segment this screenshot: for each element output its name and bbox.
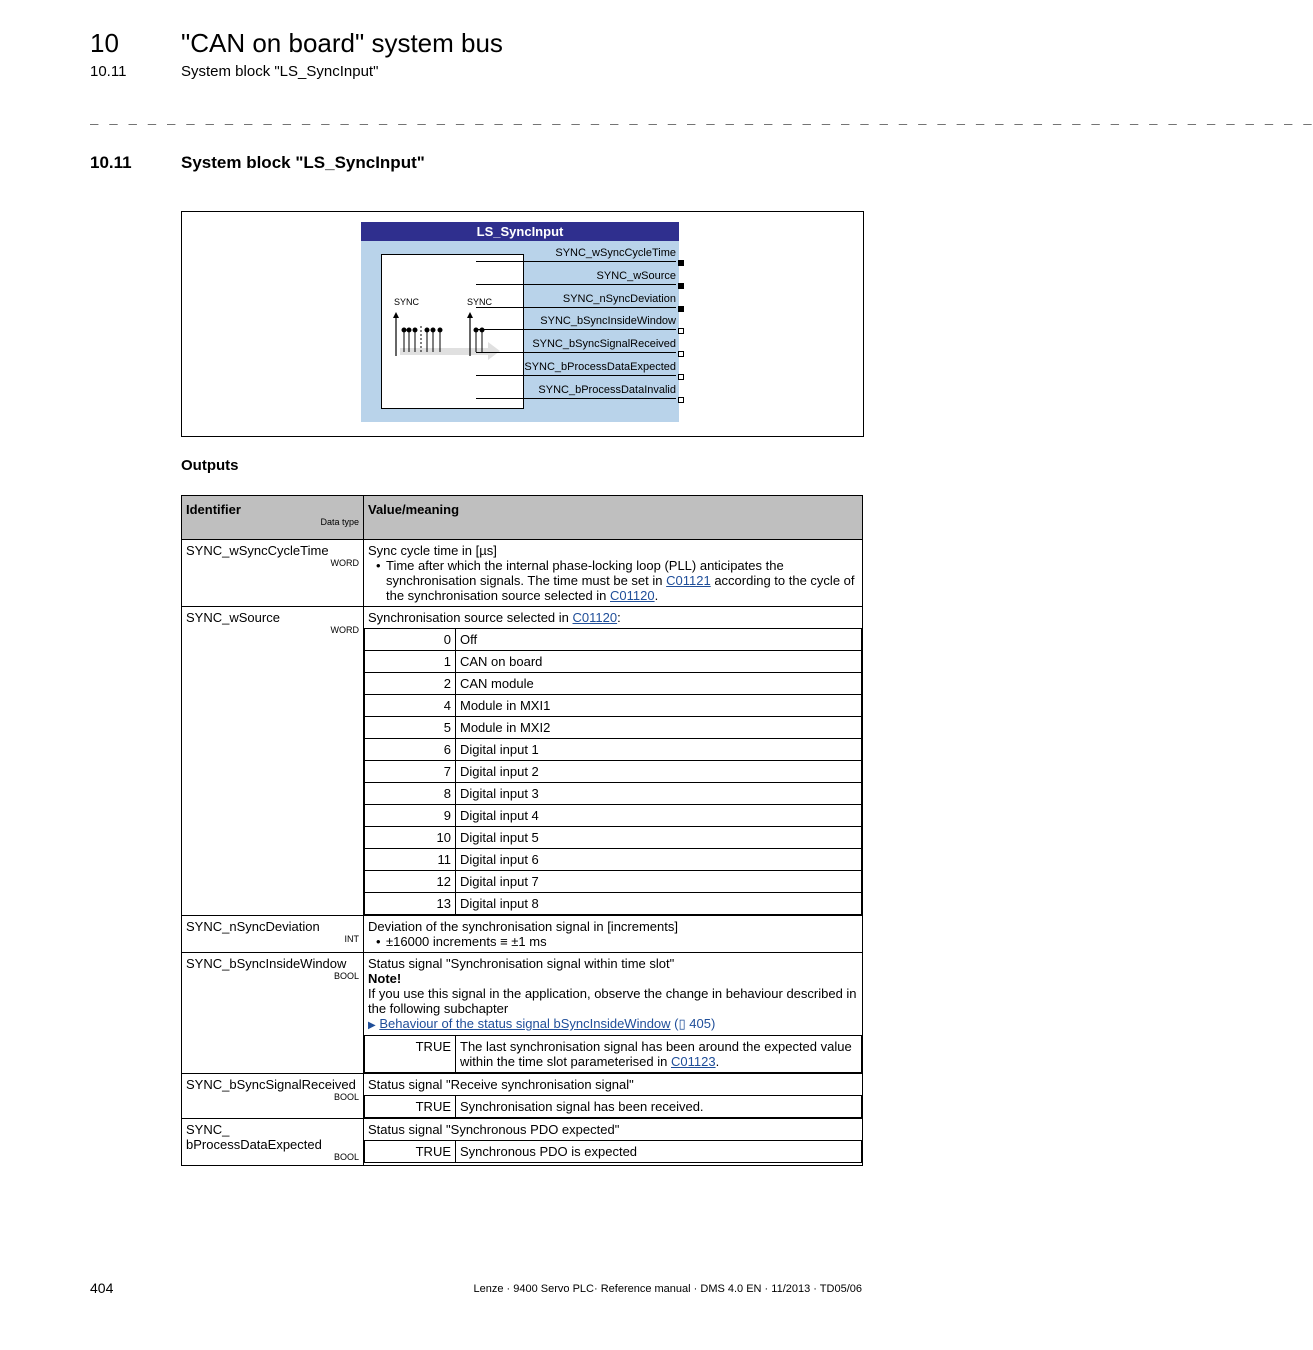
table-row	[182, 1074, 863, 1119]
value-row	[365, 1036, 862, 1073]
chapter-number: 10	[90, 28, 119, 58]
identifier-cell	[182, 607, 364, 916]
description: Status signal "Synchronisation signal within time slot"	[368, 956, 675, 971]
table-row	[182, 953, 863, 1074]
identifier-continued: bProcessDataExpected	[186, 1137, 322, 1152]
value-row	[365, 761, 862, 783]
data-type: INT	[344, 934, 359, 944]
value-table	[364, 1035, 862, 1073]
meaning: Digital input 6	[456, 849, 862, 871]
port-label: SYNC_bProcessDataExpected	[476, 360, 676, 376]
bullet-text: • ±16000 increments ≡ ±1 ms	[368, 934, 858, 949]
identifier-cell	[182, 1074, 364, 1119]
value: 8	[365, 783, 456, 805]
page-reference[interactable]: (▯ 405)	[674, 1016, 716, 1031]
data-type: BOOL	[333, 1092, 359, 1102]
value-row	[365, 629, 862, 651]
bullet-text: • Time after which the internal phase-locking loop (PLL) anticipates the synchronisation signals. The time must be set in C01121 according to the cycle of the synchronisation source selected in C01120.	[368, 558, 858, 603]
value: 7	[365, 761, 456, 783]
value-table	[364, 1140, 862, 1163]
meaning: Module in MXI1	[456, 695, 862, 717]
value: 0	[365, 629, 456, 651]
value-row	[365, 783, 862, 805]
value: 11	[365, 849, 456, 871]
identifier: SYNC_wSource	[186, 610, 280, 625]
data-type: WORD	[330, 558, 359, 568]
footer-text: Lenze · 9400 Servo PLC· Reference manual · DMS 4.0 EN · 11/2013 · TD05/06	[473, 1283, 862, 1295]
outputs-heading: Outputs	[181, 457, 239, 474]
section-title: System block "LS_SyncInput"	[181, 153, 425, 172]
value-row	[365, 739, 862, 761]
value: 12	[365, 871, 456, 893]
output-pin	[678, 328, 684, 334]
value-header: Value/meaning	[364, 496, 863, 540]
output-pin	[678, 351, 684, 357]
value-cell	[364, 1119, 863, 1166]
table-row	[182, 1119, 863, 1166]
value-row	[365, 849, 862, 871]
meaning: Synchronisation signal has been received.	[456, 1096, 862, 1118]
parameter-link[interactable]: C01123	[670, 1054, 716, 1069]
description: Synchronisation source selected in C01120:	[368, 610, 621, 625]
sync-label-right: SYNC	[467, 297, 493, 307]
data-type: BOOL	[333, 1152, 359, 1162]
value: 13	[365, 893, 456, 915]
table-row	[182, 607, 863, 916]
note-text: If you use this signal in the application, observe the change in behaviour described in the following subchapter	[368, 986, 857, 1016]
description: Status signal "Receive synchronisation signal"	[368, 1077, 634, 1092]
description: Status signal "Synchronous PDO expected"	[368, 1122, 620, 1137]
value-row	[365, 651, 862, 673]
source-values-table	[364, 628, 862, 915]
meaning: Digital input 8	[456, 893, 862, 915]
identifier: SYNC_bSyncSignalReceived	[186, 1077, 356, 1092]
output-pin	[678, 306, 684, 312]
value-row	[365, 673, 862, 695]
meaning: Digital input 3	[456, 783, 862, 805]
port-label: SYNC_nSyncDeviation	[476, 292, 676, 308]
identifier-cell	[182, 1119, 364, 1166]
datatype-header-label: Data type	[320, 517, 359, 527]
meaning: Digital input 2	[456, 761, 862, 783]
data-type: BOOL	[333, 971, 359, 981]
value-cell	[364, 607, 863, 916]
description: Deviation of the synchronisation signal in [increments]	[368, 919, 678, 934]
description: Sync cycle time in [µs]	[368, 543, 497, 558]
identifier-cell	[182, 916, 364, 953]
chapter-title: "CAN on board" system bus	[181, 28, 503, 58]
identifier-cell	[182, 953, 364, 1074]
function-block-title: LS_SyncInput	[361, 222, 679, 241]
page-number: 404	[90, 1280, 114, 1296]
identifier: SYNC_wSyncCycleTime	[186, 543, 329, 558]
identifier: SYNC_nSyncDeviation	[186, 919, 320, 934]
table-row	[182, 540, 863, 607]
value: 1	[365, 651, 456, 673]
value: TRUE	[365, 1141, 456, 1163]
value-row	[365, 1096, 862, 1118]
table-row	[182, 916, 863, 953]
port-label: SYNC_wSource	[476, 269, 676, 285]
value-cell	[364, 1074, 863, 1119]
book-icon: ▯	[678, 1016, 686, 1031]
table-header	[182, 496, 863, 540]
value: 6	[365, 739, 456, 761]
value-row	[365, 827, 862, 849]
value-row	[365, 1141, 862, 1163]
value-cell	[364, 540, 863, 607]
value-cell	[364, 916, 863, 953]
data-type: WORD	[330, 625, 359, 635]
section-number: 10.11	[90, 153, 132, 172]
value: 10	[365, 827, 456, 849]
value: 9	[365, 805, 456, 827]
value-table	[364, 1095, 862, 1118]
meaning: CAN module	[456, 673, 862, 695]
output-pin	[678, 374, 684, 380]
value: TRUE	[365, 1036, 456, 1073]
value: 5	[365, 717, 456, 739]
subchapter-link[interactable]: Behaviour of the status signal bSyncInsideWindow	[379, 1016, 671, 1031]
value-row	[365, 695, 862, 717]
identifier-cell	[182, 540, 364, 607]
parameter-link[interactable]: C01121	[666, 573, 711, 588]
value-row	[365, 893, 862, 915]
value-row	[365, 871, 862, 893]
meaning: Module in MXI2	[456, 717, 862, 739]
meaning: Digital input 1	[456, 739, 862, 761]
subchapter-title: System block "LS_SyncInput"	[181, 63, 379, 80]
value-row	[365, 805, 862, 827]
arrow-right-icon: ▶	[368, 1020, 376, 1031]
meaning: The last synchronisation signal has been around the expected value within the time slot parameterised in C01123.	[456, 1036, 862, 1073]
meaning: CAN on board	[456, 651, 862, 673]
port-label: SYNC_bProcessDataInvalid	[476, 383, 676, 399]
parameter-link[interactable]: C01120	[572, 610, 618, 625]
identifier: SYNC_bSyncInsideWindow	[186, 956, 347, 971]
value-row	[365, 717, 862, 739]
subchapter-number: 10.11	[90, 63, 127, 80]
identifier-header-label: Identifier	[186, 502, 241, 517]
header-divider: _ _ _ _ _ _ _ _ _ _ _ _ _ _ _ _ _ _ _ _ _ _ _ _ _ _ _ _ _ _ _ _ _ _ _ _ _ _ _ _ _ _ _ _ _ _ _ _ _ _ _ _ _ _ _ _ _ _ _ _ _ _ _ _	[90, 109, 1313, 125]
meaning: Digital input 4	[456, 805, 862, 827]
meaning: Digital input 7	[456, 871, 862, 893]
note-label: Note!	[368, 971, 402, 986]
cross-reference	[368, 1016, 858, 1032]
value-cell	[364, 953, 863, 1074]
output-pin	[678, 283, 684, 289]
port-label: SYNC_bSyncInsideWindow	[476, 314, 676, 330]
output-pin	[678, 260, 684, 266]
outputs-table	[181, 495, 863, 1166]
parameter-link[interactable]: C01120	[610, 588, 655, 603]
port-label: SYNC_wSyncCycleTime	[476, 246, 676, 262]
meaning: Off	[456, 629, 862, 651]
sync-label-left: SYNC	[394, 297, 420, 307]
identifier: SYNC_	[186, 1122, 230, 1137]
identifier-header	[182, 496, 364, 540]
output-pin	[678, 397, 684, 403]
value: 2	[365, 673, 456, 695]
value: TRUE	[365, 1096, 456, 1118]
port-label: SYNC_bSyncSignalReceived	[476, 337, 676, 353]
meaning: Digital input 5	[456, 827, 862, 849]
value: 4	[365, 695, 456, 717]
meaning: Synchronous PDO is expected	[456, 1141, 862, 1163]
